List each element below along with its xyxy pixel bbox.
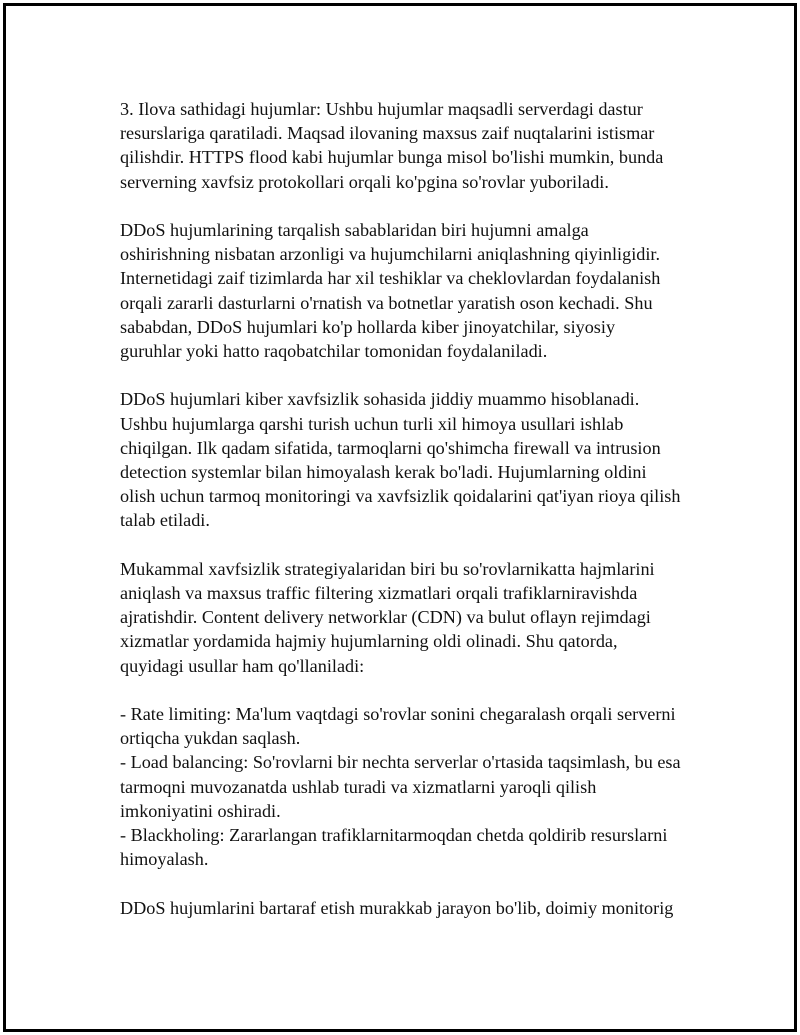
- text-line: Ushbu hujumlarga qarshi turish uchun turli xil himoya usullari ishlab: [120, 413, 624, 434]
- text-line: tarmoqni muvozanatda ushlab turadi va xizmatlarni yaroqli qilish: [120, 776, 597, 797]
- page-frame: [3, 3, 797, 1032]
- text-line: aniqlash va maxsus traffic filtering xizmatlari orqali trafiklarniravishda: [120, 583, 638, 604]
- text-line: qilishdir. HTTPS flood kabi hujumlar bunga misol bo'lishi mumkin, bunda: [120, 147, 664, 168]
- text-line: ajratishdir. Content delivery networklar (CDN) va bulut oflayn rejimdagi: [120, 607, 651, 628]
- text-line: olish uchun tarmoq monitoringi va xavfsizlik qoidalarini qat'iyan rioya qilish: [120, 486, 681, 507]
- paragraph-ddos-spread-reasons: [120, 218, 700, 363]
- text-line: xizmatlar yordamida hajmiy hujumlarning oldi olinadi. Shu qatorda,: [120, 631, 618, 652]
- text-line: guruhlar yoki hatto raqobatchilar tomonidan foydalaniladi.: [120, 341, 548, 362]
- list-item-rate-limiting: - Rate limiting: Ma'lum vaqtdagi so'rovlar sonini chegaralash orqali serverni: [120, 704, 676, 725]
- text-line: DDoS hujumlari kiber xavfsizlik sohasida jiddiy muammo hisoblanadi.: [120, 389, 640, 410]
- text-line: oshirishning nisbatan arzonligi va hujumchilarni aniqlashning qiyinligidir.: [120, 244, 660, 265]
- list-item-load-balancing: - Load balancing: So'rovlarni bir nechta serverlar o'rtasida taqsimlash, bu esa: [120, 752, 681, 773]
- text-line: imkoniyatini oshiradi.: [120, 800, 281, 821]
- list-item-blackholing: - Blackholing: Zararlangan trafiklarnitarmoqdan chetda qoldirib resurslarni: [120, 825, 668, 846]
- text-line: Internetidagi zaif tizimlarda har xil teshiklar va cheklovlardan foydalanish: [120, 268, 661, 289]
- text-line: resurslariga qaratiladi. Maqsad ilovaning maxsus zaif nuqtalarini istismar: [120, 123, 655, 144]
- paragraph-security-strategies: [120, 557, 700, 678]
- text-line: orqali zararli dasturlarni o'rnatish va botnetlar yaratish oson kechadi. Shu: [120, 292, 653, 313]
- text-line: talab etiladi.: [120, 510, 210, 531]
- text-line: serverning xavfsiz protokollari orqali ko'pgina so'rovlar yuboriladi.: [120, 171, 609, 192]
- text-line: detection systemlar bilan himoyalash kerak bo'ladi. Hujumlarning oldini: [120, 462, 647, 483]
- paragraph-protection-methods: [120, 387, 700, 532]
- document-body: [120, 97, 700, 920]
- text-line: chiqilgan. Ilk qadam sifatida, tarmoqlarni qo'shimcha firewall va intrusion: [120, 437, 661, 458]
- text-line: ortiqcha yukdan saqlash.: [120, 728, 301, 749]
- paragraph-methods-list: [120, 702, 700, 871]
- text-line: sababdan, DDoS hujumlari ko'p hollarda kiber jinoyatchilar, siyosiy: [120, 316, 616, 337]
- text-line: Mukammal xavfsizlik strategiyalaridan biri bu so'rovlarnikatta hajmlarini: [120, 558, 655, 579]
- text-line: quyidagi usullar ham qo'llaniladi:: [120, 655, 365, 676]
- paragraph-application-layer-attacks: [120, 97, 700, 194]
- text-line: himoyalash.: [120, 849, 209, 870]
- text-line: 3. Ilova sathidagi hujumlar: Ushbu hujumlar maqsadli serverdagi dastur: [120, 99, 643, 119]
- text-line: DDoS hujumlarini bartaraf etish murakkab jarayon bo'lib, doimiy monitorig: [120, 897, 674, 918]
- text-line: DDoS hujumlarining tarqalish sabablaridan biri hujumni amalga: [120, 220, 589, 240]
- paragraph-conclusion: [120, 896, 700, 920]
